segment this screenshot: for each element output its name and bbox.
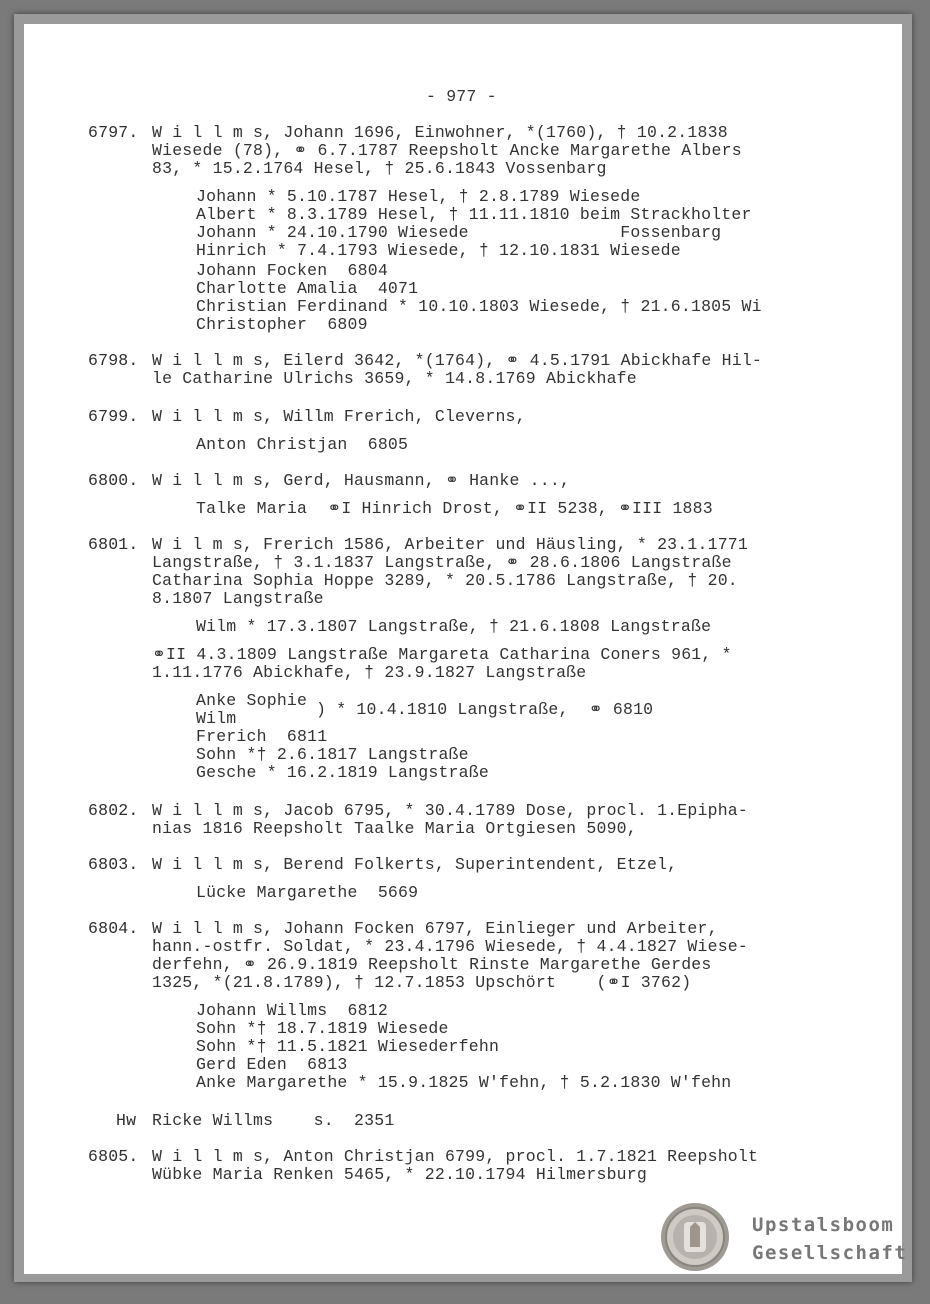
brand-line-2: Gesellschaft [752, 1242, 908, 1264]
entry-id: Hw [116, 1111, 137, 1130]
entry-id: 6804. [88, 919, 139, 938]
entry-line: W i l l m s, Eilerd 3642, *(1764), ⚭ 4.5.1791 Abickhafe Hil- [152, 351, 763, 370]
entry-line: W i l m s, Frerich 1586, Arbeiter und Häusling, * 23.1.1771 [152, 535, 748, 554]
child-line: Charlotte Amalia 4071 [196, 279, 419, 298]
entry-line: 1325, *(21.8.1789), † 12.7.1853 Upschört (⚭I 3762) [152, 973, 692, 992]
child-line: Christopher 6809 [196, 315, 368, 334]
entry-line: W i l l m s, Johann Focken 6797, Einlieger und Arbeiter, [152, 919, 718, 938]
entry-line: W i l l m s, Berend Folkerts, Superintendent, Etzel, [152, 855, 678, 874]
entry-line: W i l l m s, Johann 1696, Einwohner, *(1760), † 10.2.1838 [152, 123, 728, 142]
entry-id: 6805. [88, 1147, 139, 1166]
entry-line: nias 1816 Reepsholt Taalke Maria Ortgiesen 5090, [152, 819, 637, 838]
page-number: - 977 - [426, 87, 497, 106]
child-line: Christian Ferdinand * 10.10.1803 Wiesede, † 21.6.1805 Wi [196, 297, 762, 316]
child-line: Gerd Eden 6813 [196, 1055, 348, 1074]
entry-line: W i l l m s, Anton Christjan 6799, procl. 1.7.1821 Reepsholt [152, 1147, 759, 1166]
child-line: ) * 10.4.1810 Langstraße, ⚭ 6810 [316, 700, 654, 719]
entry-id: 6800. [88, 471, 139, 490]
entry-line: W i l l m s, Jacob 6795, * 30.4.1789 Dose, procl. 1.Epipha- [152, 801, 748, 820]
seal-logo-icon [660, 1202, 730, 1272]
child-line: Johann Focken 6804 [196, 261, 388, 280]
entry-line: le Catharine Ulrichs 3659, * 14.8.1769 Abickhafe [152, 369, 637, 388]
child-line: Hinrich * 7.4.1793 Wiesede, † 12.10.1831 Wiesede [196, 241, 681, 260]
child-line: Anke Margarethe * 15.9.1825 W'fehn, † 5.2.1830 W'fehn [196, 1073, 732, 1092]
child-line: Albert * 8.3.1789 Hesel, † 11.11.1810 beim Strackholter [196, 205, 752, 224]
brand-line-1: Upstalsboom [752, 1214, 895, 1236]
entry-id: 6798. [88, 351, 139, 370]
child-line: Sohn *† 18.7.1819 Wiesede [196, 1019, 449, 1038]
entry-line: Ricke Willms s. 2351 [152, 1111, 395, 1130]
child-line: Lücke Margarethe 5669 [196, 883, 419, 902]
child-line: Anke Sophie [196, 691, 308, 710]
child-line: Johann Willms 6812 [196, 1001, 388, 1020]
entry-id: 6801. [88, 535, 139, 554]
entry-line: 8.1807 Langstraße [152, 589, 324, 608]
entry-line: 83, * 15.2.1764 Hesel, † 25.6.1843 Vossenbarg [152, 159, 607, 178]
entry-line: derfehn, ⚭ 26.9.1819 Reepsholt Rinste Margarethe Gerdes [152, 955, 712, 974]
entry-id: 6802. [88, 801, 139, 820]
child-line: Gesche * 16.2.1819 Langstraße [196, 763, 489, 782]
child-line: Wilm [196, 709, 237, 728]
entry-line: Langstraße, † 3.1.1837 Langstraße, ⚭ 28.6.1806 Langstraße [152, 553, 732, 572]
child-line: Anton Christjan 6805 [196, 435, 409, 454]
entry-id: 6799. [88, 407, 139, 426]
child-line: Johann * 5.10.1787 Hesel, † 2.8.1789 Wiesede [196, 187, 641, 206]
entry-line: W i l l m s, Gerd, Hausmann, ⚭ Hanke ..., [152, 471, 571, 490]
child-line: Sohn *† 2.6.1817 Langstraße [196, 745, 469, 764]
child-line: Frerich 6811 [196, 727, 328, 746]
child-line: Talke Maria ⚭I Hinrich Drost, ⚭II 5238, ⚭III 1883 [196, 499, 713, 518]
child-line: Sohn *† 11.5.1821 Wiesederfehn [196, 1037, 500, 1056]
entry-line: W i l l m s, Willm Frerich, Cleverns, [152, 407, 526, 426]
entry-line: Catharina Sophia Hoppe 3289, * 20.5.1786 Langstraße, † 20. [152, 571, 738, 590]
entry-line: hann.-ostfr. Soldat, * 23.4.1796 Wiesede, † 4.4.1827 Wiese- [152, 937, 748, 956]
child-line: Wilm * 17.3.1807 Langstraße, † 21.6.1808 Langstraße [196, 617, 712, 636]
entry-line: Wübke Maria Renken 5465, * 22.10.1794 Hilmersburg [152, 1165, 647, 1184]
entry-id: 6797. [88, 123, 139, 142]
marriage-line: ⚭II 4.3.1809 Langstraße Margareta Catharina Coners 961, * [152, 645, 732, 664]
child-line: Johann * 24.10.1790 Wiesede Fossenbarg [196, 223, 722, 242]
entry-line: Wiesede (78), ⚭ 6.7.1787 Reepsholt Ancke Margarethe Albers [152, 141, 742, 160]
entry-id: 6803. [88, 855, 139, 874]
marriage-line: 1.11.1776 Abickhafe, † 23.9.1827 Langstraße [152, 663, 587, 682]
